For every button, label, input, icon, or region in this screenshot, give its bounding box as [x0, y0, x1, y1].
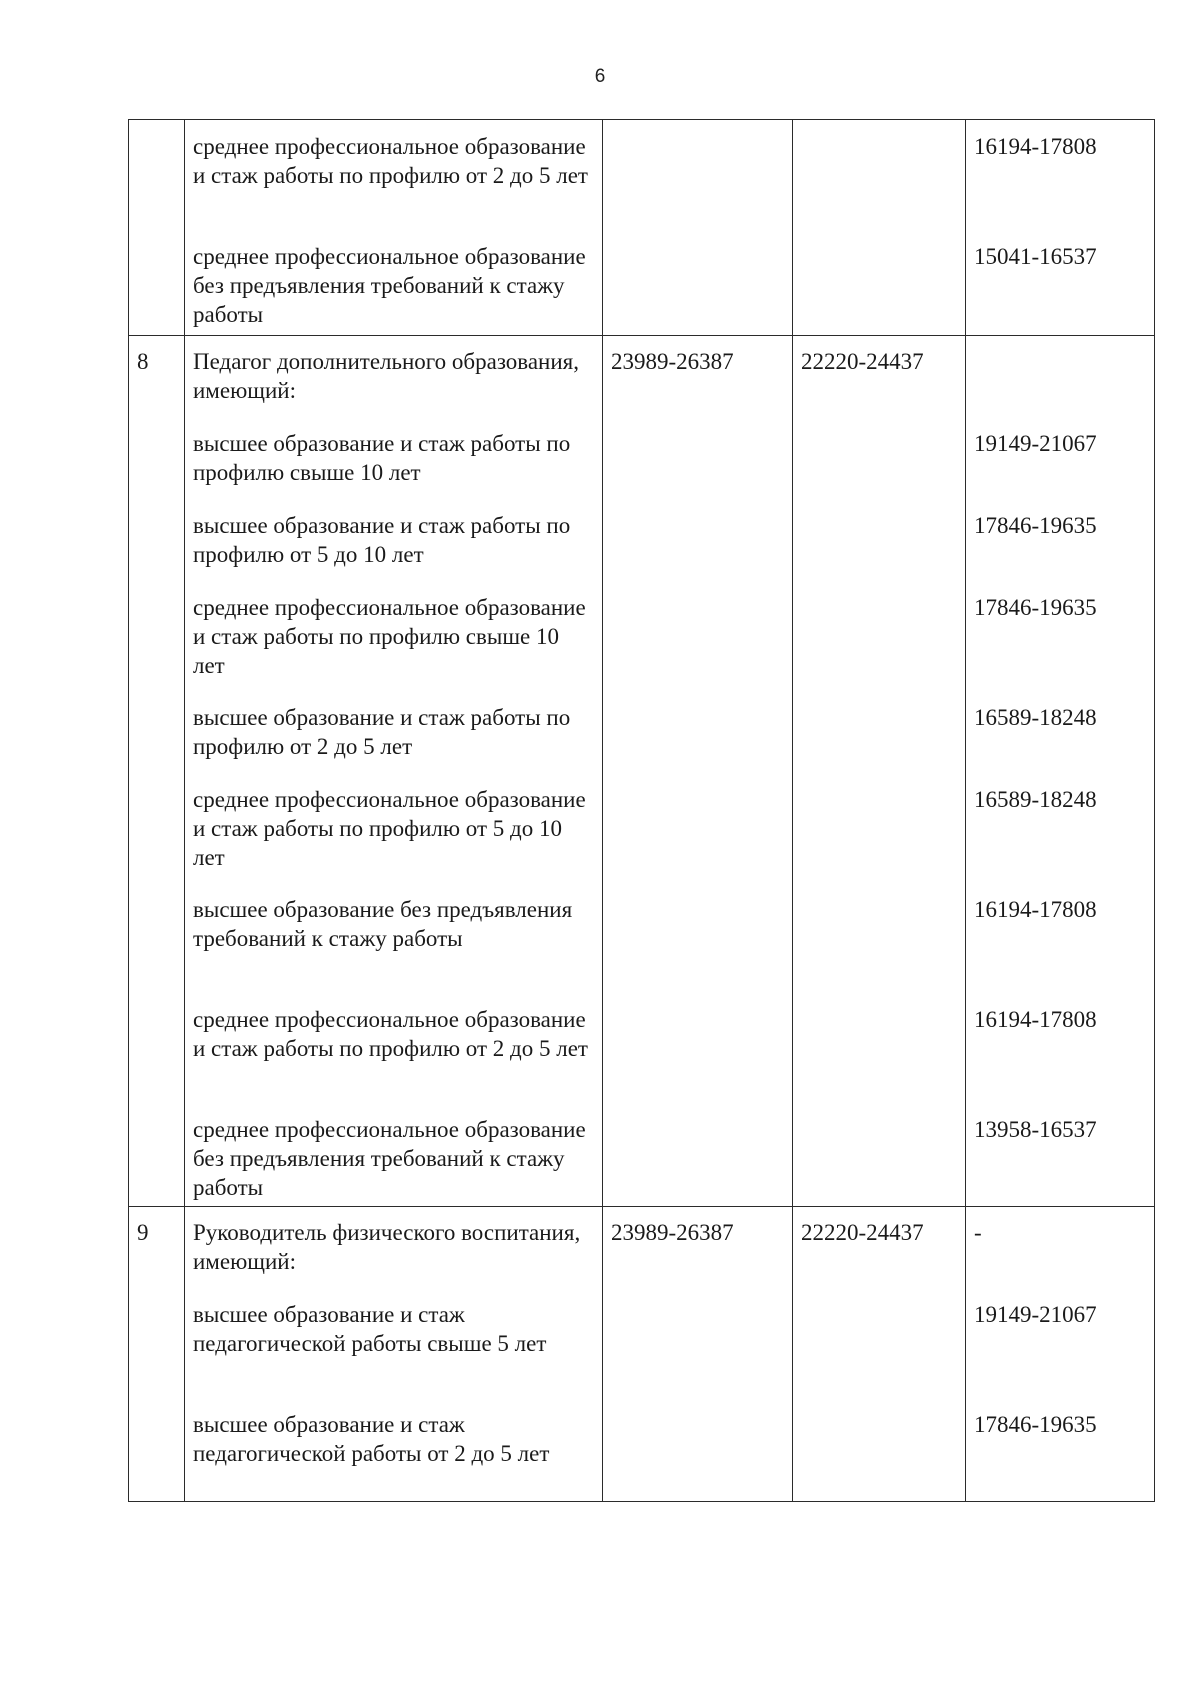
- requirement-rate: 19149-21067: [974, 431, 1097, 456]
- requirement-rate: 16194-17808: [974, 897, 1097, 922]
- requirement-rate: 16589-18248: [974, 787, 1097, 812]
- requirement-rate: 17846-19635: [974, 513, 1097, 538]
- position-title: Руководитель физического воспитания, имеющий:: [193, 1220, 581, 1274]
- rate-cell-col5: [966, 120, 1155, 336]
- table-row-9: [129, 1207, 1155, 1502]
- requirement-text: среднее профессиональное образование и стаж работы по профилю от 5 до 10 лет: [193, 787, 586, 870]
- requirement-text: среднее профессиональное образование и стаж работы по профилю от 2 до 5 лет: [193, 134, 588, 188]
- requirement-rate: 17846-19635: [974, 1412, 1097, 1437]
- requirement-text: высшее образование и стаж работы по профилю от 2 до 5 лет: [193, 705, 571, 759]
- rate-cell-col4: [793, 120, 966, 336]
- position-cell: [185, 336, 603, 1207]
- row-number-cell: 8: [129, 336, 185, 1207]
- requirement-text: высшее образование и стаж работы по профилю свыше 10 лет: [193, 431, 571, 485]
- rate-cell-col3: [603, 120, 793, 336]
- requirement-rate: 13958-16537: [974, 1117, 1097, 1142]
- requirement-text: высшее образование и стаж педагогической работы свыше 5 лет: [193, 1302, 547, 1356]
- requirement-text: высшее образование и стаж работы по профилю от 5 до 10 лет: [193, 513, 571, 567]
- requirement-rate: 16194-17808: [974, 1007, 1097, 1032]
- salary-table: [128, 119, 1155, 1502]
- rate-cell-col5: [966, 1207, 1155, 1502]
- position-rate: -: [974, 1220, 982, 1245]
- row-number-cell: 9: [129, 1207, 185, 1502]
- position-cell: [185, 120, 603, 336]
- rate-cell-col3: 23989-26387: [603, 1207, 793, 1502]
- rate-cell-col4: 22220-24437: [793, 1207, 966, 1502]
- position-cell: [185, 1207, 603, 1502]
- rate-cell-col3: 23989-26387: [603, 336, 793, 1207]
- requirement-text: среднее профессиональное образование и стаж работы по профилю свыше 10 лет: [193, 595, 586, 678]
- requirement-text: высшее образование без предъявления требований к стажу работы: [193, 897, 573, 951]
- requirement-text: среднее профессиональное образование без предъявления требований к стажу работы: [193, 244, 586, 327]
- position-title: Педагог дополнительного образования, имеющий:: [193, 349, 579, 403]
- page-number: 6: [594, 66, 606, 87]
- requirement-text: высшее образование и стаж педагогической работы от 2 до 5 лет: [193, 1412, 550, 1466]
- table-row-8: [129, 336, 1155, 1207]
- requirement-rate: 16194-17808: [974, 134, 1097, 159]
- row-number-cell: [129, 120, 185, 336]
- table-row-continuation: [129, 120, 1155, 336]
- requirement-rate: 16589-18248: [974, 705, 1097, 730]
- requirement-rate: 19149-21067: [974, 1302, 1097, 1327]
- empty-rate: [974, 347, 1146, 405]
- requirement-rate: 15041-16537: [974, 244, 1097, 269]
- requirement-text: среднее профессиональное образование без предъявления требований к стажу работы: [193, 1117, 586, 1200]
- requirement-text: среднее профессиональное образование и стаж работы по профилю от 2 до 5 лет: [193, 1007, 588, 1061]
- rate-cell-col5: [966, 336, 1155, 1207]
- rate-cell-col4: 22220-24437: [793, 336, 966, 1207]
- requirement-rate: 17846-19635: [974, 595, 1097, 620]
